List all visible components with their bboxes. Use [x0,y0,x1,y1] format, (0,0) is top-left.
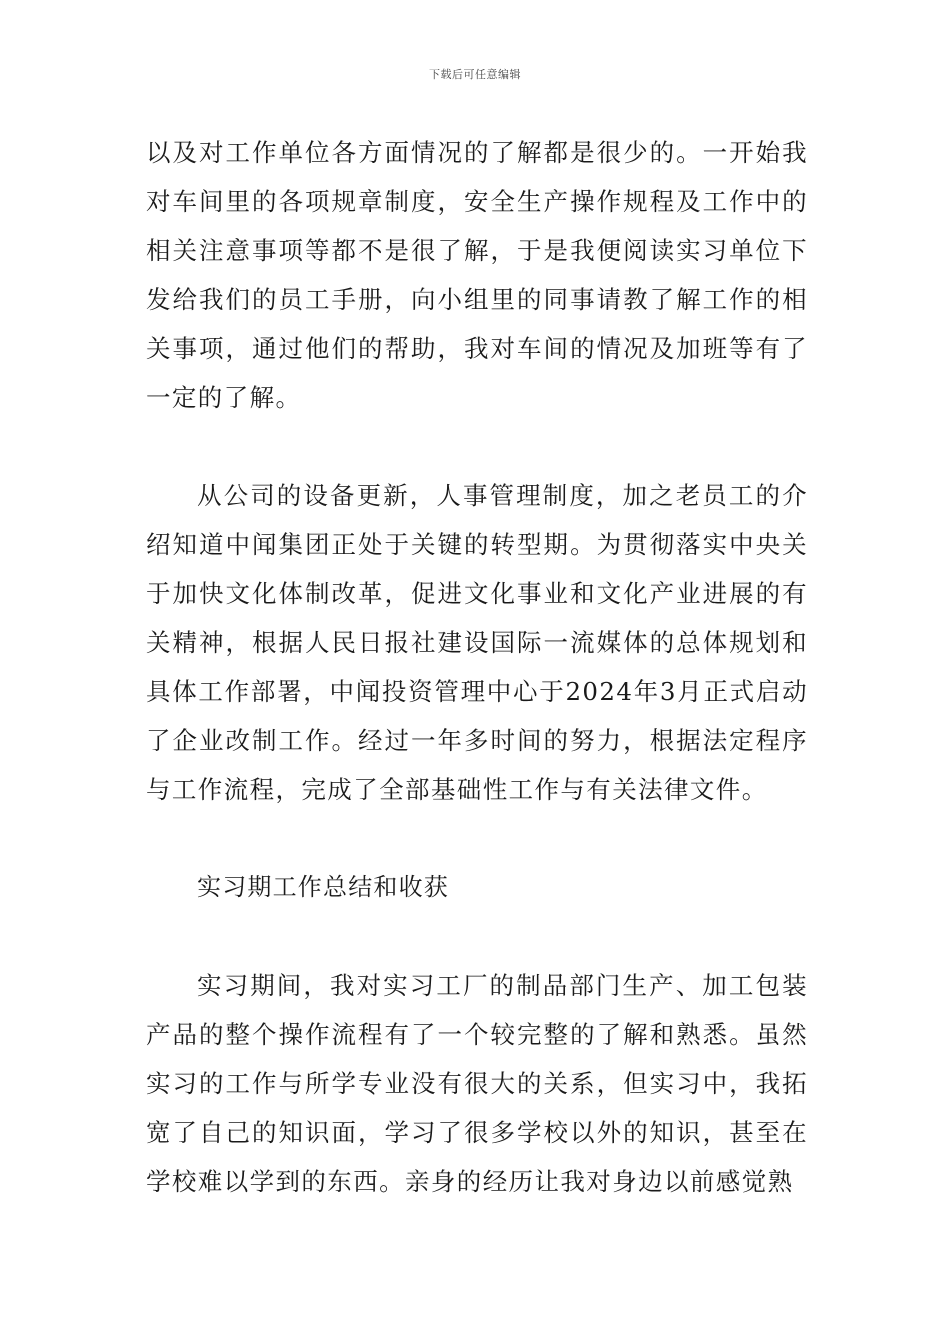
header-note: 下载后可任意编辑 [429,68,521,81]
paragraph-3: 实习期间，我对实习工厂的制品部门生产、加工包装产品的整个操作流程有了一个较完整的了解和熟悉。虽然实习的工作与所学专业没有很大的关系，但实习中，我拓宽了自己的知识面，学习了很多学校以外的知识，甚至在学校难以学到的东西。亲身的经历让我对身边以前感觉熟 [146,971,808,1196]
document-body [146,128,808,1206]
paragraph-2: 从公司的设备更新，人事管理制度，加之老员工的介绍知道中闻集团正处于关键的转型期。为贯彻落实中央关于加快文化体制改革，促进文化事业和文化产业进展的有关精神，根据人民日报社建设国际一流媒体的总体规划和具体工作部署，中闻投资管理中心于2024年3月正式启动了企业改制工作。经过一年多时间的努力，根据法定程序与工作流程，完成了全部基础性工作与有关法律文件。 [146,481,808,804]
paragraph-spacer [146,912,808,961]
paragraph-spacer [146,814,808,863]
paragraph-1: 以及对工作单位各方面情况的了解都是很少的。一开始我对车间里的各项规章制度，安全生产操作规程及工作中的相关注意事项等都不是很了解，于是我便阅读实习单位下发给我们的员工手册，向小组里的同事请教了解工作的相关事项，通过他们的帮助，我对车间的情况及加班等有了一定的了解。 [146,138,808,412]
section-heading: 实习期工作总结和收获 [197,873,449,901]
paragraph-spacer [146,422,808,471]
